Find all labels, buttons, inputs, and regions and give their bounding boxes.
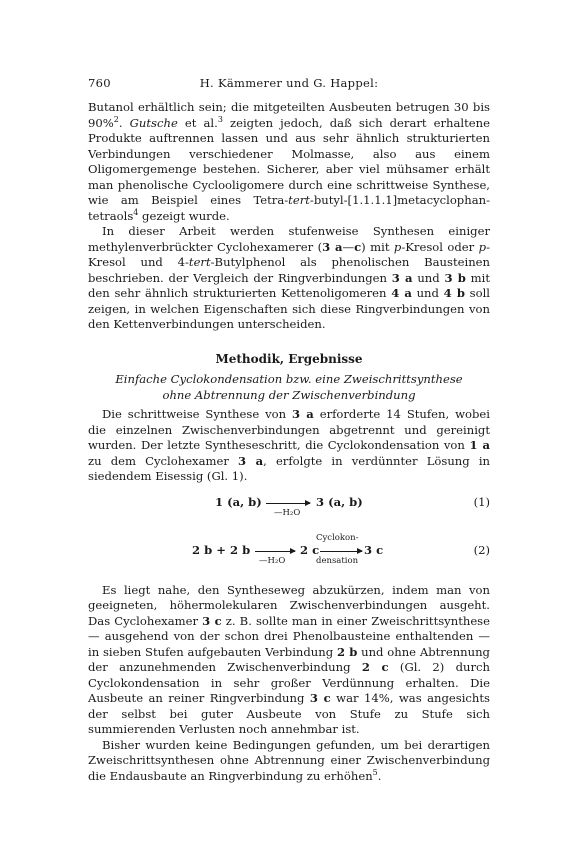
equation-1: 1 (a, b) —H₂O 3 (a, b) (1) [215,494,490,518]
paragraph-5: Bisher wurden keine Bedingungen gefunden, um bei derartigen Zweischrittsynthesen ohne Abtrennung einer Zwischenverbindung die Endausbaute an Ringverbindung zu erhöhen$^5$. [88,737,490,783]
paragraph-3: Die schrittweise Synthese von 3 a erforderte 14 Stufen, wobei die einzelnen Zwischenverbindungen abgetrennt und gereinigt wurden. Der letzte Syntheseschritt, die Cyclokondensation von 1 a zu dem Cyclohexamer 3 a, erfolgte in verdünnter Lösung in siedendem Eisessig (Gl. 1). [88,407,490,483]
article-body [88,100,490,784]
paragraph-2: In dieser Arbeit werden stufenweise Synthesen einiger methylenverbrückter Cyclohexamerer (3 a—c) mit p-Kresol oder p-Kresol und 4-tert-Butylphenol als phenolischen Bausteinen beschrieben. der Vergleich der Ringverbindungen 3 a und 3 b mit den sehr ähnlich strukturierten Kettenoligomeren 4 a und 4 b soll zeigen, in welchen Eigenschaften sich diese Ringverbindungen von den Kettenverbindungen unterscheiden. [88,224,491,331]
paragraph-1: Butanol erhältlich sein; die mitgeteilten Ausbeuten betrugen 30 bis 90%$^2$. Gutsche et al.$^3$ zeigten jedoch, daß sich derart erhaltene Produkte auftrennen lassen und aus sehr ähnlich strukturierten Verbindungen verschiedener Molmasse, also aus einem Oligomergemenge bestehen. Sicherer, aber viel mühsamer erhält man phenolische Cyclooligomere durch eine schrittweise Synthese, wie am Beispiel eines Tetra-tert-butyl-[1.1.1.1]metacyclophan-tetraols$^4$ gezeigt wurde. [88,100,490,223]
page-number: 760 [88,76,111,90]
equation-2: 2 b + 2 b —H₂O 2 c Cyclokon- densation 3 c (2) [192,532,490,566]
section-heading: Methodik, Ergebnisse [215,351,363,366]
reaction-arrow [255,551,295,552]
running-head: H. Kämmerer und G. Happel: [199,76,379,90]
section-subheading: Einfache Cyclokondensation bzw. eine Zweischrittsynthese ohne Abtrennung der Zwischenverbindung [115,372,463,402]
reaction-arrow [320,551,362,552]
equation-number: (2) [473,542,490,557]
reaction-arrow [266,503,310,504]
equation-number: (1) [473,494,490,509]
paragraph-4: Es liegt nahe, den Syntheseweg abzukürzen, indem man von geeigneten, höhermolekularen Zwischenverbindungen ausgeht. Das Cyclohexamer 3 c z. B. sollte man in einer Zweischrittsynthese — ausgehend von der schon drei Phenolbausteine enthaltenden — in sieben Stufen aufgebauten Verbindung 2 b und ohne Abtrennung der anzunehmenden Zwischenverbindung 2 c (Gl. 2) durch Cyclokondensation in sehr großer Verdünnung erhalten. Die Ausbeute an reiner Ringverbindung 3 c war 14%, was angesichts der selbst bei guter Ausbeute von Stufe zu Stufe sich summierenden Verlusten noch annehmbar ist. [88,582,491,736]
page-header [88,76,490,90]
